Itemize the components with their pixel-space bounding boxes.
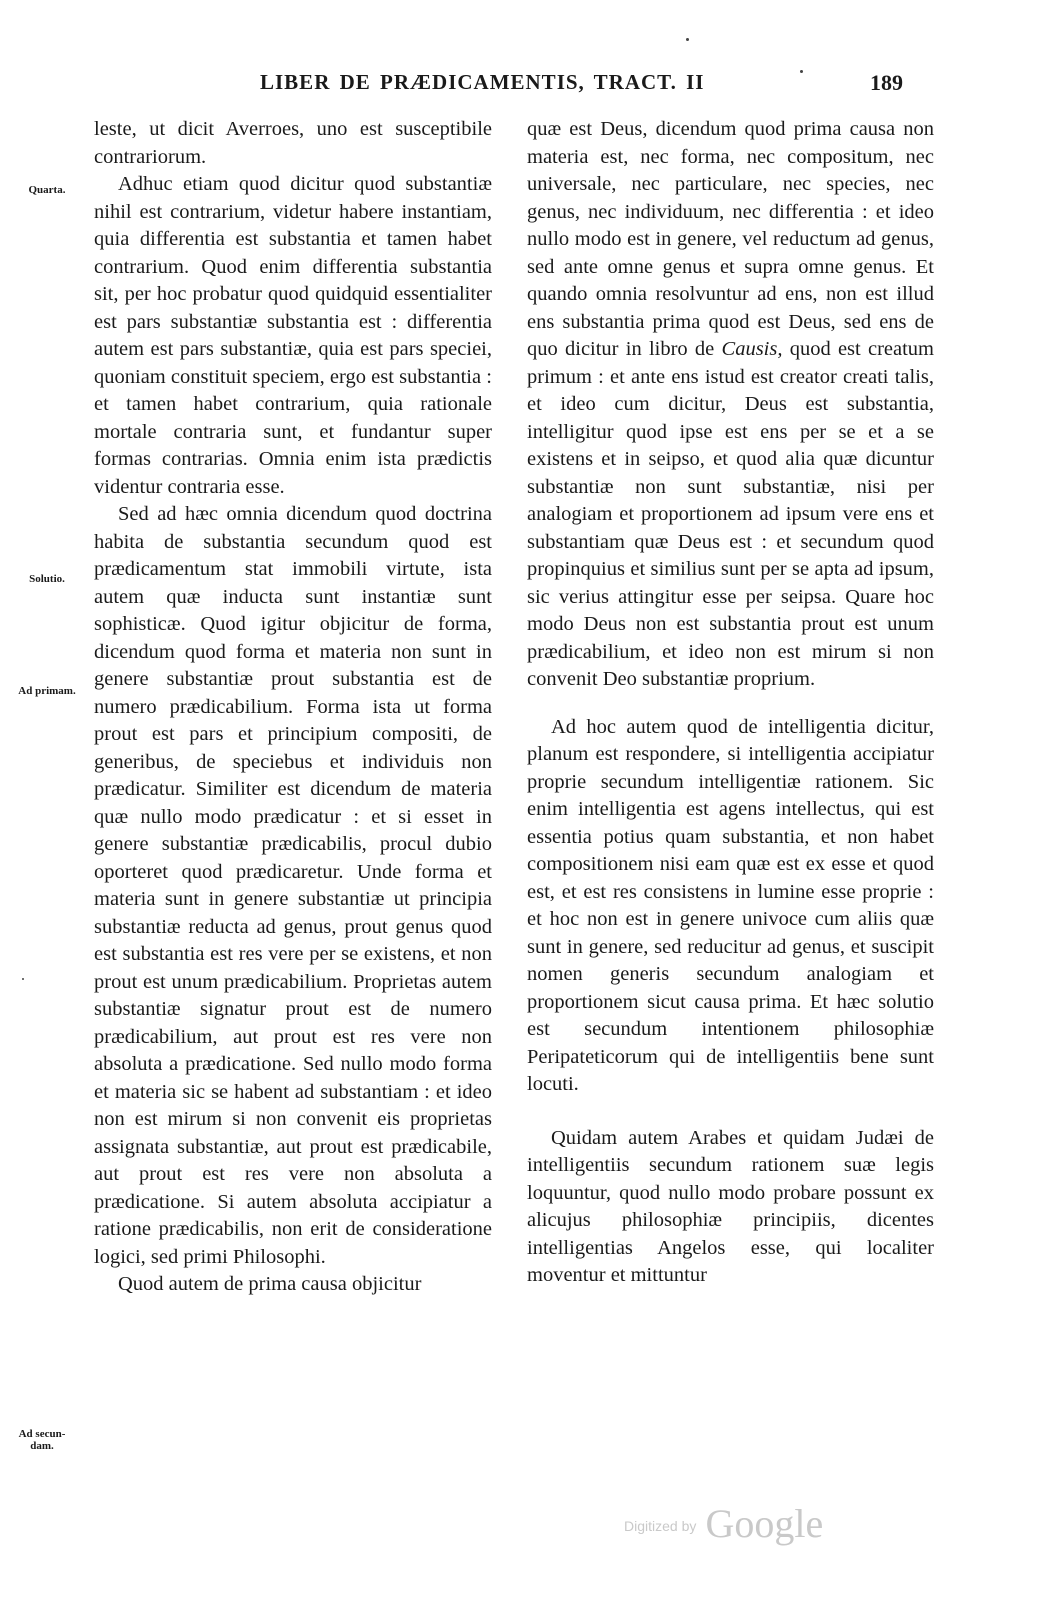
running-title: LIBER DE PRÆDICAMENTIS, TRACT. II (260, 70, 705, 94)
google-watermark (624, 1500, 823, 1547)
stray-mark (686, 38, 689, 41)
paragraph: Sed ad hæc omnia dicendum quod doctrina habita de substantia secundum quod est prædicamentum stat immobili virtute, ista autem quæ inducta sunt instantiæ sunt sophisticæ. Quod igitur objicitur de forma, dicendum quod forma et materia non sunt in genere substantiæ prout substantia est de numero prædicabilium. Forma ista ut forma prout est pars et principium compositi, de generibus, de speciebus et individuis non prædicatur. Similiter est dicendum de materia quæ nullo modo prædicatur : et si esset in genere substantiæ prædicabilis, procul dubio oporteret quod prædicaretur. Unde forma et materia sunt in genere substantiæ ut principia substantiæ reducta ad genus, prout genus quod est substantia est res vere per se existens, et non prout est unum prædicabilium. Proprietas autem substantiæ signatur prout est de numero prædicabilium, aut prout est res vere non absoluta a prædicatione. Sed nullo modo forma et materia sic se habent ad substantiam : et ideo non est mirum si non convenit eis proprietas assignata substantiæ, aut prout est prædicabile, aut prout est res vere non absoluta a prædicatione. Si autem absoluta accipiatur a ratione prædicabilis, non erit de consideratione logici, sed primi Philosophi. (94, 503, 492, 1268)
stray-mark (22, 978, 24, 980)
page-number: 189 (870, 70, 903, 95)
margin-note-quarta: Quarta. (28, 184, 66, 196)
google-logo: Google (705, 1501, 824, 1546)
paragraph: Ad hoc autem quod de intelligentia dicitur, planum est respondere, si intelligentia accipiatur proprie secundum intelligentiæ rationem. Sic enim intelligentia est agens intellectus, qui est essentia potius quam substantia, et non habet compositionem nisi eam quæ est ex esse et quod est, et est res consistens in lumine esse proprie : et hoc non est in genere univoce cum aliis quæ sunt in genere, sed reducitur ad genus, et suscipit nomen generis secundum analogiam et proportionem sicut causa prima. Et hæc solutio est secundum intentionem philosophiæ Peripateticorum qui de intelligentiis bene sunt locuti. (527, 715, 934, 1095)
left-column (94, 116, 492, 1299)
paragraph: Quod autem de prima causa objicitur (118, 1273, 422, 1295)
book-title-causis: Causis, (721, 338, 783, 360)
paragraph: Adhuc etiam quod dicitur quod substantiæ nihil est contrarium, videtur habere instantiam, quia differentia est substantia et tamen habet contrarium. Quod enim differentia substantia sit, per hoc probatur quod quidquid essentialiter est pars substantiæ substantia est : differentia autem est pars substantiæ, quia est pars speciei, quoniam constituit speciem, ergo est substantia : et tamen habet contrarium, quia rationale mortale contraria sunt, et fundantur super formas contrarias. Omnia enim ista prædictis videntur contraria esse. (94, 173, 492, 498)
stray-mark (800, 70, 803, 73)
paragraph-text: quæ est Deus, dicendum quod prima causa non materia est, nec forma, nec compositum, nec universale, nec particulare, nec species, nec genus, nec individuum, nec differentia : et ideo nullo modo est in genere, vel reductum ad genus, sed ante omne genus et supra omne genus. Et quando omnia resolvuntur ad ens, non est illud ens substantia prima quod est Deus, sed ens de quo dicitur in libro de (527, 118, 934, 360)
paragraph: leste, ut dicit Averroes, uno est susceptibile contrariorum. (94, 118, 492, 168)
paragraph-text: quod est creatum primum : et ante ens istud est creator creati talis, et ideo cum dicitur, Deus est substantia, intelligitur quod ipse est ens per se et a se existens et in seipso, et quod alia quæ dicuntur substantiæ non sunt substantiæ, nisi per analogiam et proportionem ad ipsum vere ens et substantiam quæ Deus est : et secundum quod propinquius et similius sunt per se apta ad ipsum, sic verius attingitur esse per seipsa. Quare hoc modo Deus non est substantia prout est unum prædicabilium, et ideo non est mirum si non convenit Deo substantiæ proprium. (527, 338, 934, 690)
margin-note-ad-primam: Ad primam. (18, 685, 76, 697)
watermark-text: Digitized by (624, 1518, 697, 1534)
paragraph: Quidam autem Arabes et quidam Judæi de intelligentiis secundum rationem suæ legis loquuntur, quod nullo modo probare possunt ex alicujus philosophiæ principiis, dicentes intelligentias Angelos esse, qui localiter moventur et mittuntur (527, 1126, 934, 1286)
margin-note-ad-secundam: Ad secun- dam. (18, 1428, 66, 1452)
margin-note-solutio: Solutio. (29, 573, 65, 585)
paragraph (527, 116, 934, 694)
right-column (527, 116, 934, 1290)
